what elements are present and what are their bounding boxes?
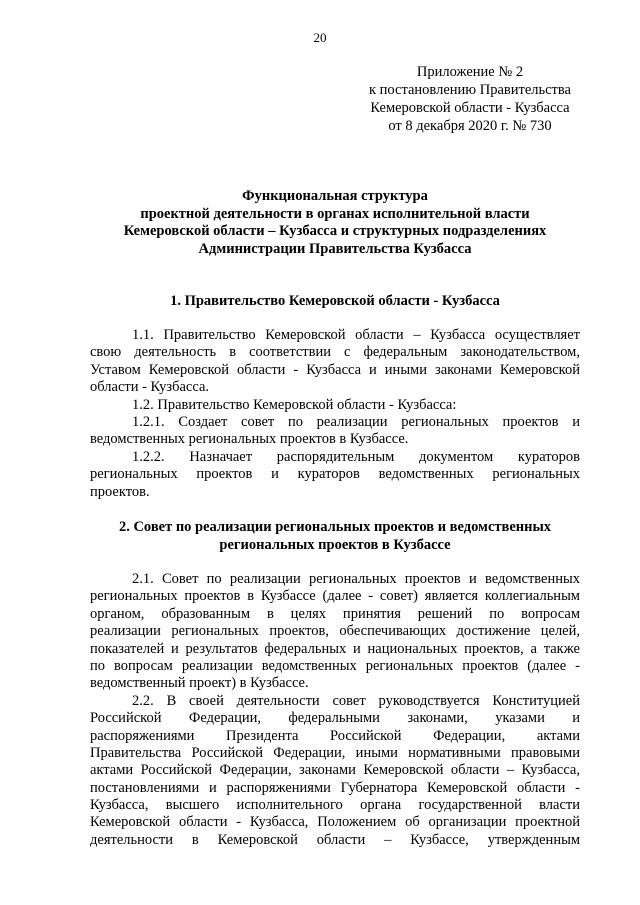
text-line: свою деятельность в соответствии с федеральным законодательством, <box>90 344 580 361</box>
appendix-line: Кемеровской области - Кузбасса <box>370 100 570 116</box>
text-line: ведомственных региональных проектов в Кузбассе. <box>90 431 409 448</box>
section-1-heading: 1. Правительство Кемеровской области - Кузбасса <box>170 293 500 309</box>
page-number: 20 <box>313 30 327 45</box>
text-line: 1.1. Правительство Кемеровской области – Кузбасса осуществляет <box>132 327 580 343</box>
heading-line: 2. Совет по реализации региональных проектов и ведомственных <box>118 519 552 535</box>
text-line: 2.1. Совет по реализации региональных проектов и ведомственных <box>132 571 580 587</box>
text-line: органом, образованным в целях принятия решений по вопросам <box>90 605 580 622</box>
text-line: ведомственный проект) в Кузбассе. <box>90 675 309 692</box>
text-line: 1.2.1. Создает совет по реализации региональных проектов и <box>132 413 580 430</box>
text-line: деятельности в Кемеровской области – Кузбассе, утвержденным <box>90 831 580 848</box>
text-line: Кемеровской области - Кузбасса, Положением об организации проектной <box>90 814 580 831</box>
appendix-line: Приложение № 2 <box>416 64 524 80</box>
section-2-body <box>90 571 580 849</box>
document-title <box>90 188 580 258</box>
text-line: реализации региональных проектов, обеспечивающих достижение целей, <box>90 623 580 640</box>
appendix-line: от 8 декабря 2020 г. № 730 <box>388 118 552 134</box>
text-line: Кузбасса, высшего исполнительного органа государственной власти <box>90 797 580 814</box>
text-line: показателей и результатов федеральных и национальных проектов, а также <box>90 640 580 657</box>
text-line: области - Кузбасса. <box>90 379 210 396</box>
section-1-body <box>90 327 580 501</box>
text-line: региональных проектов и кураторов ведомственных региональных <box>90 466 580 483</box>
text-line: постановлениями и распоряжениями Губернатора Кемеровской области - <box>90 779 580 796</box>
text-line: 2.2. В своей деятельности совет руководствуется Конституцией <box>132 692 580 709</box>
text-line: Уставом Кемеровской области - Кузбасса и иными законами Кемеровской <box>90 361 580 378</box>
title-line: Администрации Правительства Кузбасса <box>198 240 472 257</box>
title-line: проектной деятельности в органах исполнительной власти <box>140 205 530 222</box>
text-line: 1.2.2. Назначает распорядительным документом кураторов <box>132 448 580 465</box>
text-line: 1.2. Правительство Кемеровской области - Кузбасса: <box>132 396 457 413</box>
text-line: Правительства Российской Федерации, иными нормативными правовыми <box>90 744 580 761</box>
text-line: распоряжениями Президента Российской Федерации, актами <box>90 727 580 744</box>
title-line: Кемеровской области – Кузбасса и структурных подразделениях <box>123 223 547 239</box>
appendix-block <box>362 63 578 135</box>
section-2-heading <box>90 518 580 554</box>
appendix-line: к постановлению Правительства <box>369 82 571 98</box>
text-line: по вопросам реализации ведомственных региональных проектов (далее - <box>90 657 580 674</box>
text-line: региональных проектов в Кузбассе (далее - совет) является коллегиальным <box>90 588 580 605</box>
text-line: проектов. <box>90 483 150 500</box>
title-line: Функциональная структура <box>242 188 428 204</box>
text-line: Российской Федерации, федеральными законами, указами и <box>90 710 580 727</box>
text-line: актами Российской Федерации, законами Кемеровской области – Кузбасса, <box>90 762 580 779</box>
heading-line: региональных проектов в Кузбассе <box>219 537 451 553</box>
